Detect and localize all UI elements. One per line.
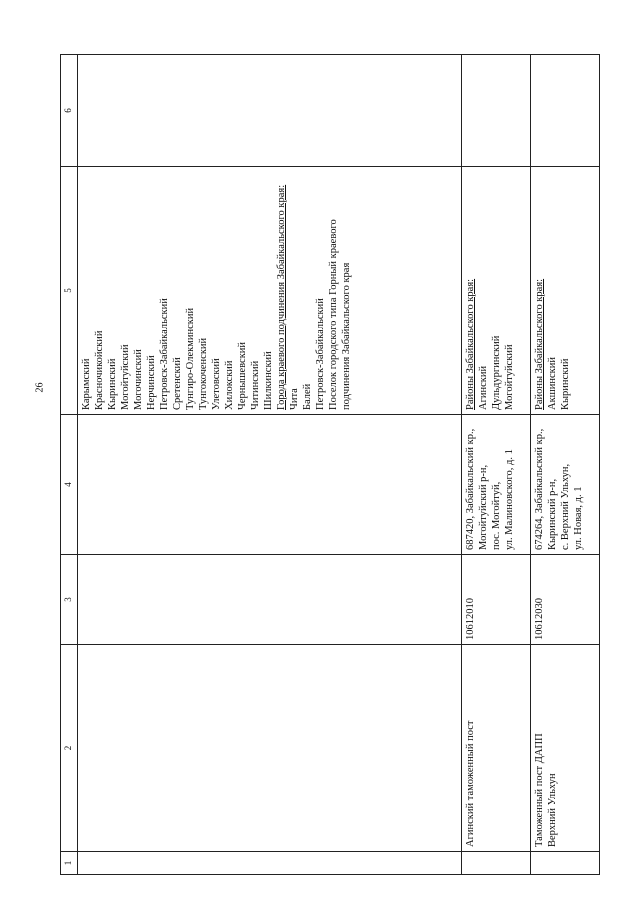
header-col-6: 6 xyxy=(61,55,78,167)
district-line: Агинский xyxy=(478,365,490,410)
page-number: 26 xyxy=(34,382,46,393)
district-line: Чернышевский xyxy=(236,341,248,410)
row-c-col-1 xyxy=(531,852,600,875)
address-line: 674264, Забайкальский кр., xyxy=(534,428,545,550)
district-line: Карымский xyxy=(80,358,92,410)
district-line: Тунгиро-Олекминский xyxy=(184,307,196,410)
district-line: Кыринский xyxy=(106,358,118,410)
table-header-row xyxy=(61,55,78,875)
row-b-col-6 xyxy=(462,55,531,167)
customs-posts-table xyxy=(60,54,600,875)
row-a-col-4 xyxy=(77,415,461,555)
address-line: с. Верхний Ульхун, xyxy=(560,463,571,550)
city-line: Чита xyxy=(288,388,300,410)
address-line: пос. Могойтуй, xyxy=(491,481,503,550)
city-line: Поселок городского типа Горный краевого подчинения Забайкальского края xyxy=(327,219,352,410)
post-name-line: Верхний Ульхун xyxy=(547,773,558,847)
header-col-4: 4 xyxy=(61,415,78,555)
row-a-col-1 xyxy=(77,852,461,875)
district-line: Могочинский xyxy=(132,349,144,410)
district-line: Могойтуйский xyxy=(119,344,131,410)
district-line: Акшинский xyxy=(547,356,558,410)
post-code: 10612030 xyxy=(531,555,600,645)
header-col-2: 2 xyxy=(61,645,78,852)
districts-heading: Районы Забайкальского края: xyxy=(465,278,477,410)
district-line: Красночикойский xyxy=(93,330,105,410)
district-line: Тунгокоченский xyxy=(197,337,209,410)
city-line: Петровск-Забайкальский xyxy=(314,298,326,410)
district-line: Улетовский xyxy=(210,358,222,410)
address-line: ул. Малиновского, д. 1 xyxy=(504,449,516,550)
row-b-col-1 xyxy=(462,852,531,875)
header-col-3: 3 xyxy=(61,555,78,645)
address-line: Могойтуйский р-н, xyxy=(478,464,490,550)
district-line: Читинский xyxy=(249,360,261,410)
row-a-col-5 xyxy=(77,167,461,415)
post-name: Агинский таможенный пост xyxy=(462,645,531,852)
row-a-col-3 xyxy=(77,555,461,645)
address-line: 687420, Забайкальский кр., xyxy=(465,428,477,550)
post-address xyxy=(462,415,531,555)
district-line: Шилкинский xyxy=(262,351,274,410)
post-districts xyxy=(462,167,531,415)
post-name xyxy=(531,645,600,852)
rotated-document xyxy=(60,55,600,875)
post-address xyxy=(531,415,600,555)
district-line: Кыринский xyxy=(560,358,571,410)
row-c-col-6 xyxy=(531,55,600,167)
address-line: ул. Новая, д. 1 xyxy=(573,486,584,550)
address-line: Кыринский р-н, xyxy=(547,478,558,550)
city-line: Балей xyxy=(301,383,313,410)
districts-heading: Районы Забайкальского края: xyxy=(534,278,545,410)
cities-heading: Города краевого подчинения Забайкальского края: xyxy=(275,184,287,410)
district-line: Нерчинский xyxy=(145,355,157,410)
row-a-col-6 xyxy=(77,55,461,167)
district-line: Дульдургинский xyxy=(491,335,503,410)
post-code: 10612010 xyxy=(462,555,531,645)
header-col-5: 5 xyxy=(61,167,78,415)
district-line: Могойтуйский xyxy=(504,344,516,410)
district-line: Петровск-Забайкальский xyxy=(158,298,170,410)
row-a-col-2 xyxy=(77,645,461,852)
post-districts xyxy=(531,167,600,415)
table-row-continuation xyxy=(77,55,461,875)
table-row-verkhny-ulkhun xyxy=(531,55,600,875)
district-line: Сретенский xyxy=(171,357,183,410)
header-col-1: 1 xyxy=(61,852,78,875)
post-name-line: Таможенный пост ДАПП xyxy=(534,733,545,847)
table-row-aginsky xyxy=(462,55,531,875)
district-line: Хилокский xyxy=(223,360,235,410)
